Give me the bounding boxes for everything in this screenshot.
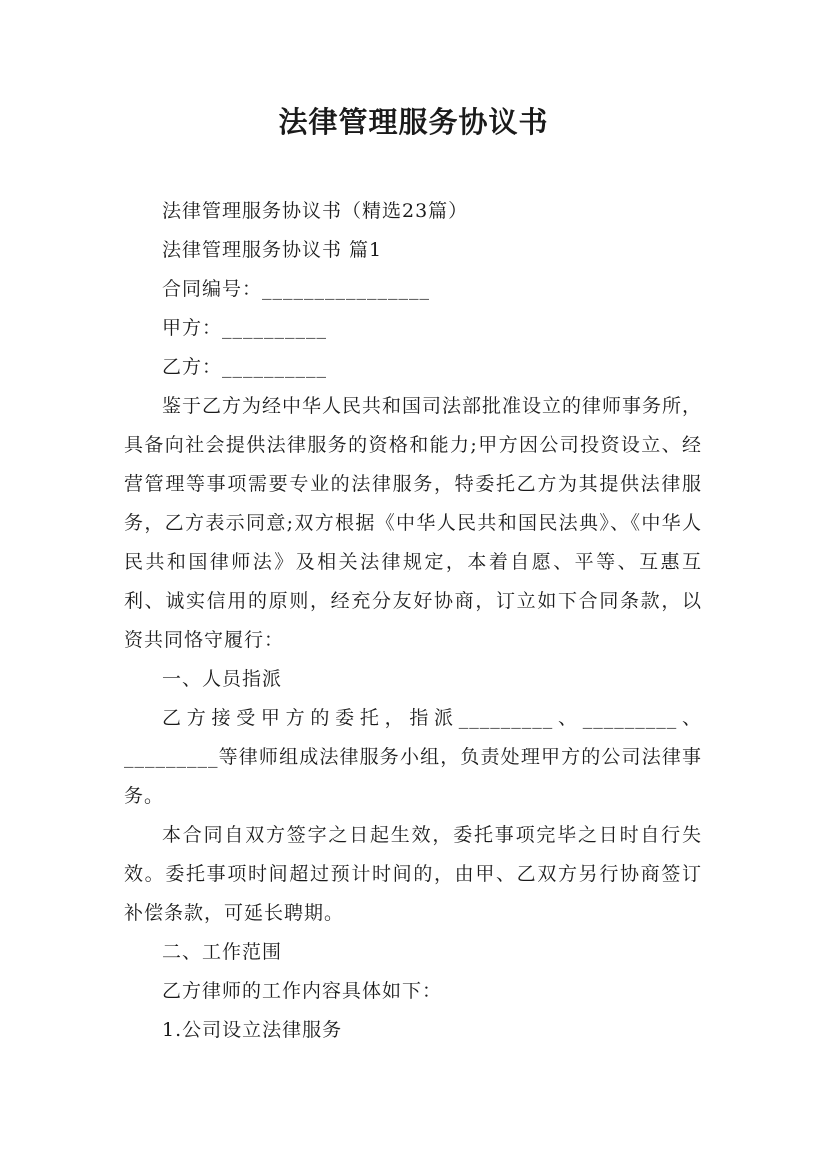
- subtitle-line: 法律管理服务协议书（精选23篇）: [162, 200, 469, 222]
- preamble-paragraph: 鉴于乙方为经中华人民共和国司法部批准设立的律师事务所，具备向社会提供法律服务的资格和能力;甲方因公司投资设立、经营管理等事项需要专业的法律服务，特委托乙方为其提供法律服务，乙方表示同意;双方根据《中华人民共和国民法典》、《中华人民共和国律师法》及相关法律规定，本着自愿、平等、互惠互利、诚实信用的原则，经充分友好协商，订立如下合同条款，以资共同恪守履行：: [124, 395, 703, 651]
- scope-intro-line: 乙方律师的工作内容具体如下：: [162, 980, 443, 1002]
- personnel-paragraph: 乙方接受甲方的委托，指派_________、_________、_________等律师组成法律服务小组，负责处理甲方的公司法律事务。: [124, 707, 702, 807]
- scope-item-1: 1.公司设立法律服务: [162, 1019, 343, 1041]
- section-heading-scope: 二、工作范围: [162, 941, 283, 963]
- section-heading-personnel: 一、人员指派: [162, 668, 283, 690]
- party-a-line: 甲方：__________: [162, 317, 328, 339]
- document-body: [124, 192, 702, 1050]
- document-title: 法律管理服务协议书: [278, 105, 549, 139]
- section-heading-article-1: 法律管理服务协议书 篇1: [162, 239, 383, 261]
- validity-paragraph: 本合同自双方签字之日起生效，委托事项完毕之日时自行失效。委托事项时间超过预计时间的，由甲、乙双方另行协商签订补偿条款，可延长聘期。: [124, 824, 702, 924]
- party-b-line: 乙方：__________: [162, 356, 328, 378]
- contract-number-line: 合同编号：________________: [162, 278, 431, 300]
